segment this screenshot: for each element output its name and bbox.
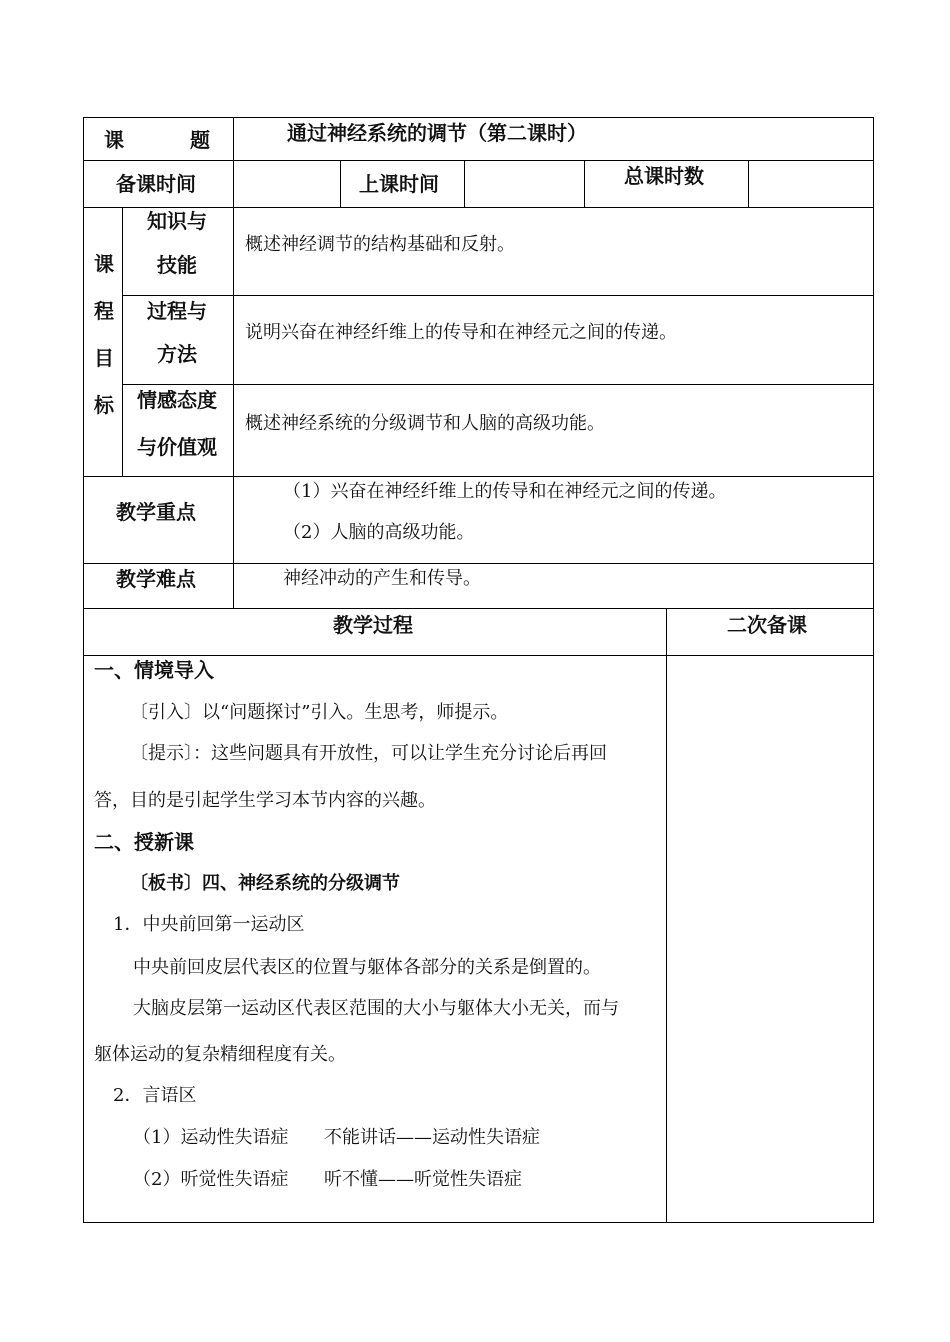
col-line <box>584 160 585 207</box>
topic-label-b: 题 <box>190 128 210 152</box>
item-2-sub-2-name: （2）听觉性失语症 <box>133 1169 289 1190</box>
item-1-title: 1．中央前回第一运动区 <box>113 914 305 935</box>
col-line <box>666 608 667 1223</box>
prep-time-label: 备课时间 <box>116 172 196 196</box>
item-2-title: 2．言语区 <box>113 1085 197 1106</box>
row-line <box>83 563 874 564</box>
difficult-points-label: 教学难点 <box>116 567 196 591</box>
objectives-char-4: 标 <box>94 393 114 417</box>
col-line <box>464 160 465 207</box>
total-hours-label: 总课时数 <box>624 164 704 188</box>
col-line <box>122 207 123 476</box>
row-line <box>122 295 874 296</box>
row-line <box>83 207 874 208</box>
objectives-char-2: 程 <box>94 299 114 323</box>
board-line: 〔板书〕四、神经系统的分级调节 <box>130 873 400 894</box>
border-bottom <box>83 1222 874 1223</box>
hint-line-2: 答，目的是引起学生学习本节内容的兴趣。 <box>94 790 436 811</box>
objectives-char-3: 目 <box>94 346 114 370</box>
item-2-sub-2-desc: 听不懂——听觉性失语症 <box>324 1169 522 1190</box>
topic-label-a: 课 <box>104 128 124 152</box>
row-line <box>83 160 874 161</box>
key-point-item: （1）兴奋在神经纤维上的传导和在神经元之间的传递。 <box>283 481 727 502</box>
objective-process-label-2: 方法 <box>157 342 197 366</box>
objective-process-content: 说明兴奋在神经纤维上的传导和在神经元之间的传递。 <box>245 322 677 343</box>
item-2-sub-1-desc: 不能讲话——运动性失语症 <box>324 1127 540 1148</box>
key-points-label: 教学重点 <box>116 500 196 524</box>
col-line <box>748 160 749 207</box>
row-line <box>83 655 874 656</box>
objective-knowledge-content: 概述神经调节的结构基础和反射。 <box>245 234 515 255</box>
objective-attitude-content: 概述神经系统的分级调节和人脑的高级功能。 <box>245 413 605 434</box>
objectives-char-1: 课 <box>94 252 114 276</box>
row-line <box>83 608 874 609</box>
objective-attitude-label-2: 与价值观 <box>137 435 217 459</box>
col-line <box>233 117 234 608</box>
item-1-paragraph-2a: 大脑皮层第一运动区代表区范围的大小与躯体大小无关，而与 <box>133 998 619 1019</box>
lesson-title: 通过神经系统的调节（第二课时） <box>287 121 587 145</box>
second-prep-header: 二次备课 <box>727 613 807 637</box>
col-line <box>340 160 341 207</box>
objective-process-label-1: 过程与 <box>147 299 207 323</box>
border-right <box>873 117 874 1223</box>
row-line <box>83 476 874 477</box>
difficult-points-content: 神经冲动的产生和传导。 <box>283 568 481 589</box>
section-2-title: 二、授新课 <box>94 830 194 854</box>
hint-line-1: 〔提示〕：这些问题具有开放性，可以让学生充分讨论后再回 <box>130 743 607 764</box>
section-1-title: 一、情境导入 <box>94 658 214 682</box>
border-left <box>83 117 84 1223</box>
intro-line: 〔引入〕以“问题探讨”引入。生思考，师提示。 <box>130 702 509 723</box>
objective-attitude-label-1: 情感态度 <box>137 388 217 412</box>
process-header: 教学过程 <box>333 613 413 637</box>
key-point-item: （2）人脑的高级功能。 <box>283 522 475 543</box>
row-line <box>122 384 874 385</box>
item-2-sub-1-name: （1）运动性失语症 <box>133 1127 289 1148</box>
class-time-label: 上课时间 <box>359 172 439 196</box>
objective-knowledge-label-1: 知识与 <box>147 209 207 233</box>
item-1-paragraph-2b: 躯体运动的复杂精细程度有关。 <box>94 1044 346 1065</box>
objective-knowledge-label-2: 技能 <box>157 253 197 277</box>
border-top <box>83 117 874 118</box>
item-1-paragraph-1: 中央前回皮层代表区的位置与躯体各部分的关系是倒置的。 <box>133 957 601 978</box>
